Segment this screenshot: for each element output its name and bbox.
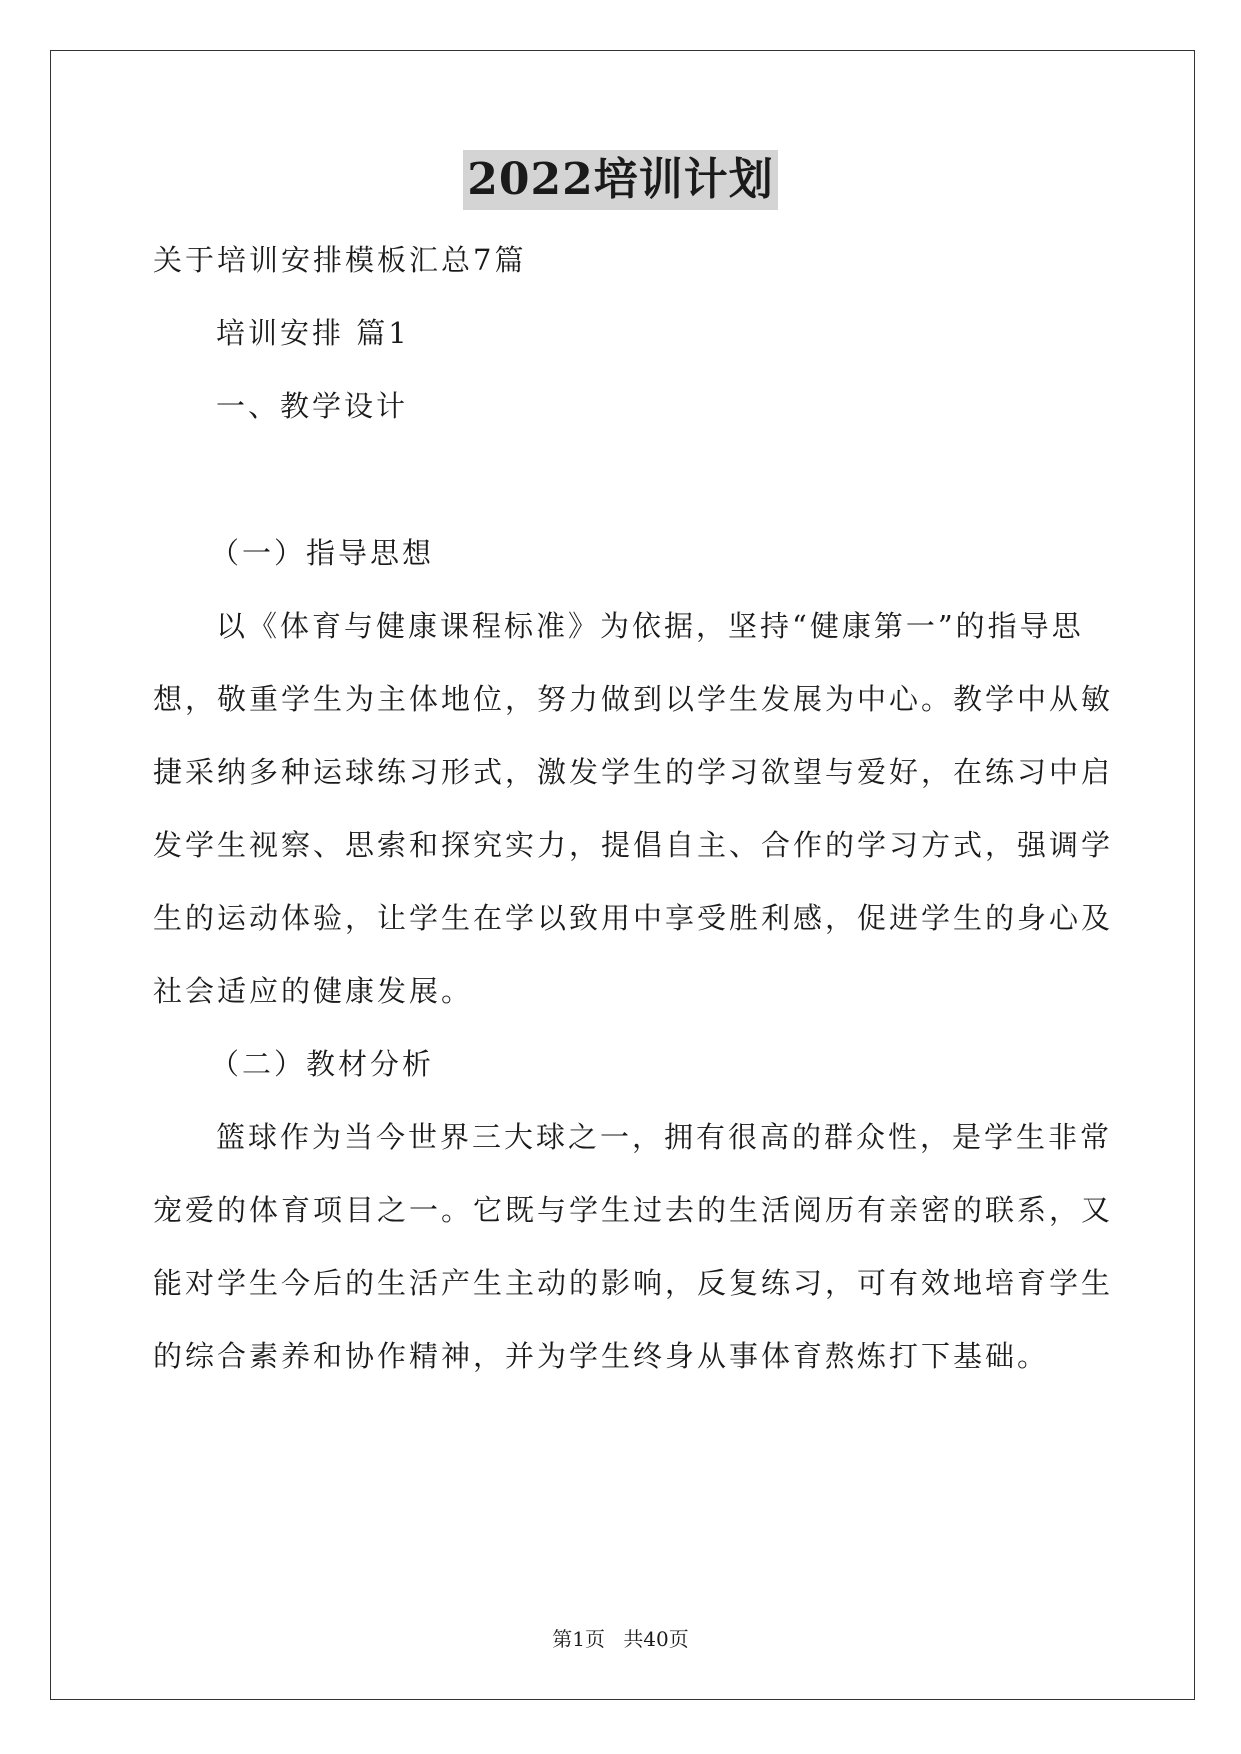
paragraph-1-line: 社会适应的健康发展。 <box>153 974 474 1008</box>
document-title: 2022培训计划 <box>463 150 777 210</box>
paragraph-2-line: 篮球作为当今世界三大球之一，拥有很高的群众性，是学生非常 <box>216 1120 1113 1154</box>
paragraph-2-line: 的综合素养和协作精神，并为学生终身从事体育熬炼打下基础。 <box>153 1339 1050 1373</box>
total-pages: 共40页 <box>623 1627 689 1651</box>
paragraph-1-line: 发学生视察、思索和探究实力，提倡自主、合作的学习方式，强调学 <box>153 828 1114 862</box>
paragraph-1-line: 想，敬重学生为主体地位，努力做到以学生发展为中心。教学中从敏 <box>153 682 1114 716</box>
page-number: 第1页 <box>552 1627 605 1651</box>
paragraph-1-line: 捷采纳多种运球练习形式，激发学生的学习欲望与爱好，在练习中启 <box>153 755 1114 789</box>
subsection-heading-2: （二）教材分析 <box>210 1047 435 1081</box>
part-heading: 一、教学设计 <box>216 389 409 423</box>
subsection-heading-1: （一）指导思想 <box>210 536 435 570</box>
paragraph-2-line: 宠爱的体育项目之一。它既与学生过去的生活阅历有亲密的联系，又 <box>153 1193 1114 1227</box>
paragraph-2-line: 能对学生今后的生活产生主动的影响，反复练习，可有效地培育学生 <box>153 1266 1114 1300</box>
section-heading: 培训安排 篇1 <box>216 316 410 350</box>
paragraph-1-line: 以《体育与健康课程标准》为依据，坚持“健康第一”的指导思 <box>216 609 1084 643</box>
title-wrap <box>0 150 1241 210</box>
page-border <box>50 50 1195 1700</box>
page-footer <box>0 1625 1241 1653</box>
document-subtitle: 关于培训安排模板汇总7篇 <box>153 243 527 277</box>
paragraph-1-line: 生的运动体验，让学生在学以致用中享受胜利感，促进学生的身心及 <box>153 901 1114 935</box>
